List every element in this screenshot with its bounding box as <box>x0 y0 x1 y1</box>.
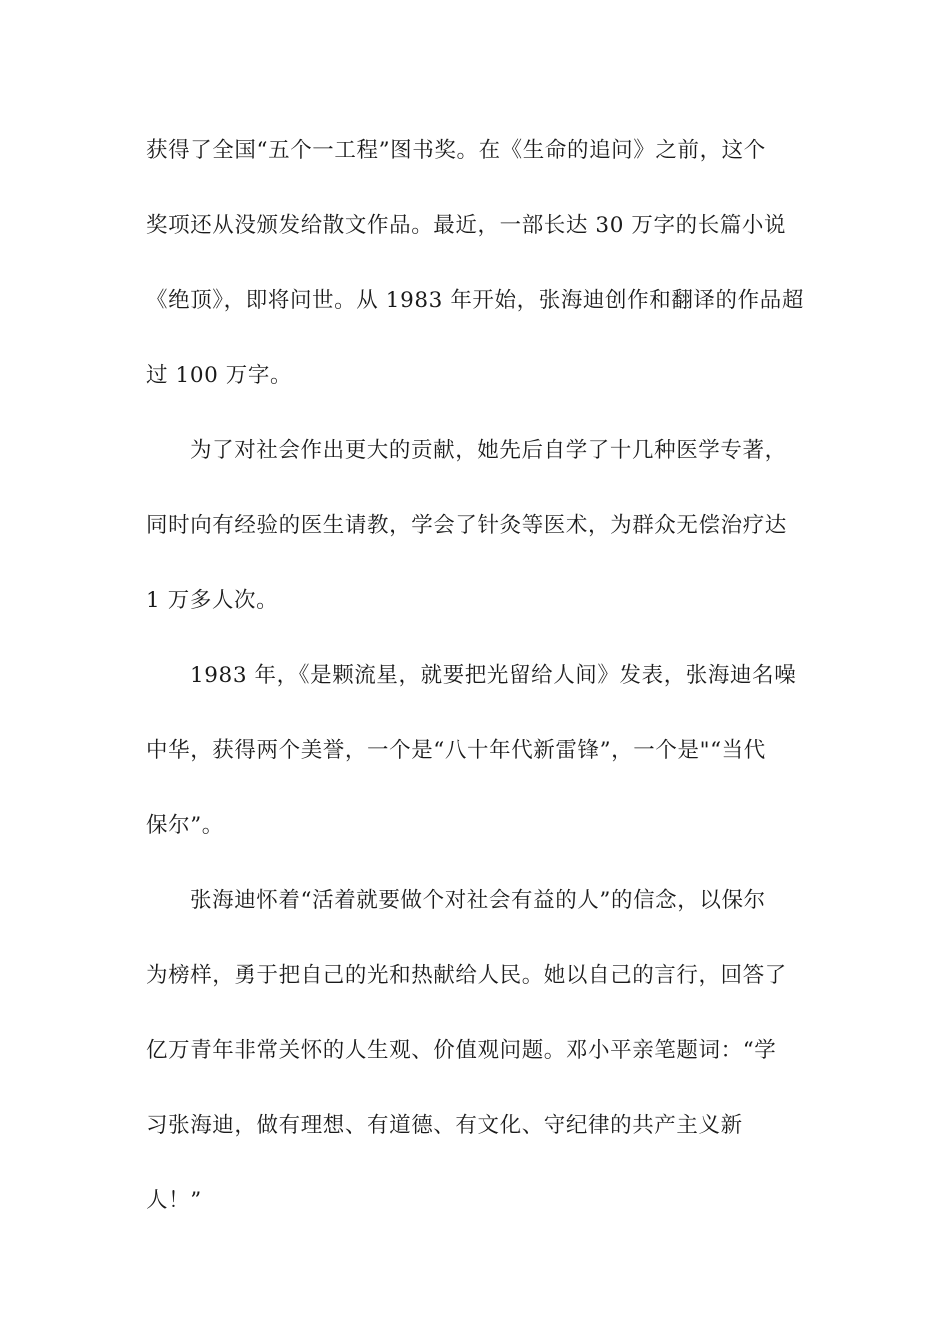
paragraph-3-line-1: 1983 年，《是颗流星，就要把光留给人间》发表，张海迪名噪 <box>190 663 797 688</box>
paragraph-4-line-5: 人！” <box>146 1188 202 1213</box>
paragraph-2-line-3: 1 万多人次。 <box>146 588 279 613</box>
paragraph-1-line-1: 获得了全国“五个一工程”图书奖。在《生命的追问》之前，这个 <box>146 138 766 163</box>
paragraph-4-line-4: 习张海迪，做有理想、有道德、有文化、守纪律的共产主义新 <box>146 1113 743 1138</box>
paragraph-1-line-3: 《绝顶》，即将问世。从 1983 年开始，张海迪创作和翻译的作品超 <box>146 288 804 313</box>
paragraph-1-line-4: 过 100 万字。 <box>146 363 293 388</box>
paragraph-4-line-3: 亿万青年非常关怀的人生观、价值观问题。邓小平亲笔题词：“学 <box>146 1038 777 1063</box>
paragraph-4-line-2: 为榜样，勇于把自己的光和热献给人民。她以自己的言行，回答了 <box>146 963 787 988</box>
paragraph-2-line-2: 同时向有经验的医生请教，学会了针灸等医术，为群众无偿治疗达 <box>146 513 787 538</box>
paragraph-2-line-1: 为了对社会作出更大的贡献，她先后自学了十几种医学专著， <box>190 438 787 463</box>
paragraph-3-line-2: 中华，获得两个美誉，一个是“八十年代新雷锋”，一个是"“当代 <box>146 738 766 763</box>
paragraph-4-line-1: 张海迪怀着“活着就要做个对社会有益的人”的信念，以保尔 <box>190 888 766 913</box>
paragraph-3-line-3: 保尔”。 <box>146 813 224 838</box>
paragraph-1-line-2: 奖项还从没颁发给散文作品。最近，一部长达 30 万字的长篇小说 <box>146 213 787 238</box>
